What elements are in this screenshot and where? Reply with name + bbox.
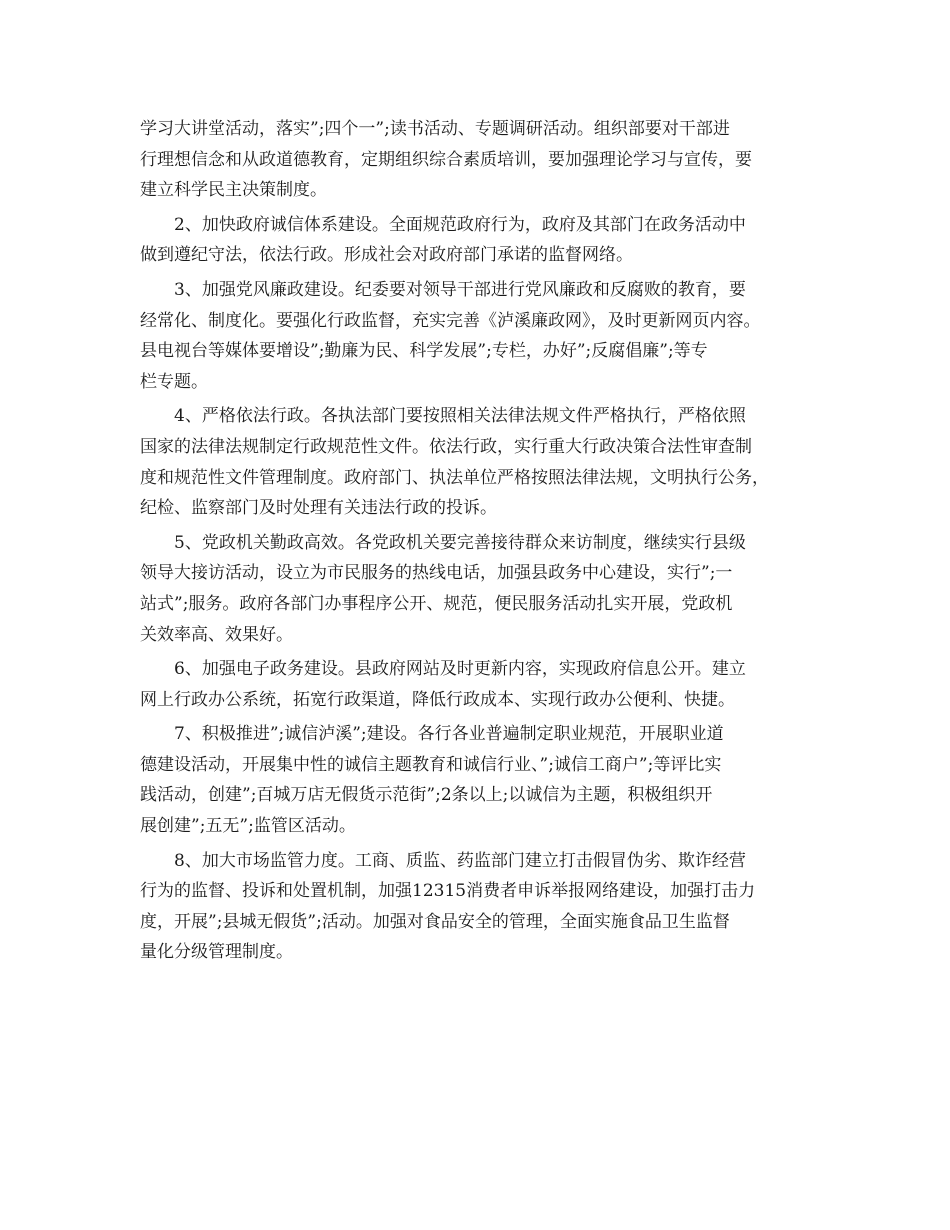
text-line: 经常化、制度化。要强化行政监督，充实完善《泸溪廉政网》，及时更新网页内容。 bbox=[140, 310, 761, 331]
text-line: 行理想信念和从政道德教育，定期组织综合素质培训，要加强理论学习与宣传，要 bbox=[140, 149, 752, 170]
text-line: 3、加强党风廉政建设。纪委要对领导干部进行党风廉政和反腐败的教育，要 bbox=[174, 279, 746, 300]
paragraph-3 bbox=[140, 275, 828, 397]
text-line: 纪检、监察部门及时处理有关违法行政的投诉。 bbox=[140, 498, 497, 519]
text-line: 建立科学民主决策制度。 bbox=[140, 180, 327, 201]
text-line: 量化分级管理制度。 bbox=[140, 942, 293, 963]
paragraph-5 bbox=[140, 528, 828, 650]
text-line: 德建设活动，开展集中性的诚信主题教育和诚信行业、”;诚信工商户”;等评比实 bbox=[140, 754, 722, 775]
paragraph-7 bbox=[140, 719, 828, 841]
text-line: 做到遵纪守法，依法行政。形成社会对政府部门承诺的监督网络。 bbox=[140, 245, 633, 266]
paragraph-6 bbox=[140, 654, 828, 715]
text-line: 领导大接访活动，设立为市民服务的热线电话，加强县政务中心建设，实行”;一 bbox=[140, 563, 733, 584]
text-line: 4、严格依法行政。各执法部门要按照相关法律法规文件严格执行，严格依照 bbox=[174, 406, 746, 427]
text-line: 国家的法律法规制定行政规范性文件。依法行政，实行重大行政决策合法性审查制 bbox=[140, 436, 752, 457]
paragraph-2 bbox=[140, 210, 828, 271]
text-line: 6、加强电子政务建设。县政府网站及时更新内容，实现政府信息公开。建立 bbox=[174, 659, 746, 680]
text-line: 行为的监督、投诉和处置机制，加强12315消费者申诉举报网络建设，加强打击力 bbox=[140, 881, 756, 902]
text-line: 践活动，创建”;百城万店无假货示范街”;2条以上;以诚信为主题，积极组织开 bbox=[140, 785, 713, 806]
text-line: 2、加快政府诚信体系建设。全面规范政府行为，政府及其部门在政务活动中 bbox=[174, 214, 746, 235]
text-line: 县电视台等媒体要增设”;勤廉为民、科学发展”;专栏，办好”;反腐倡廉”;等专 bbox=[140, 341, 708, 362]
text-line: 网上行政办公系统，拓宽行政渠道，降低行政成本、实现行政办公便利、快捷。 bbox=[140, 689, 735, 710]
text-line: 度和规范性文件管理制度。政府部门、执法单位严格按照法律法规，文明执行公务， bbox=[140, 467, 769, 488]
text-line: 栏专题。 bbox=[140, 371, 208, 392]
text-line: 7、积极推进”;诚信泸溪”;建设。各行各业普遍制定职业规范，开展职业道 bbox=[174, 724, 724, 745]
text-line: 关效率高、效果好。 bbox=[140, 624, 293, 645]
text-line: 站式”;服务。政府各部门办事程序公开、规范，便民服务活动扎实开展，党政机 bbox=[140, 593, 733, 614]
paragraph-1 bbox=[140, 114, 828, 206]
text-line: 5、党政机关勤政高效。各党政机关要完善接待群众来访制度，继续实行县级 bbox=[174, 532, 746, 553]
text-line: 展创建”;五无”;监管区活动。 bbox=[140, 816, 356, 837]
text-line: 学习大讲堂活动，落实”;四个一”;读书活动、专题调研活动。组织部要对干部进 bbox=[140, 119, 730, 139]
paragraph-8 bbox=[140, 846, 828, 968]
text-line: 度，开展”;县城无假货”;活动。加强对食品安全的管理，全面实施食品卫生监督 bbox=[140, 911, 730, 932]
text-line: 8、加大市场监管力度。工商、质监、药监部门建立打击假冒伪劣、欺诈经营 bbox=[174, 850, 746, 871]
document-page bbox=[140, 114, 828, 972]
paragraph-4 bbox=[140, 401, 828, 523]
